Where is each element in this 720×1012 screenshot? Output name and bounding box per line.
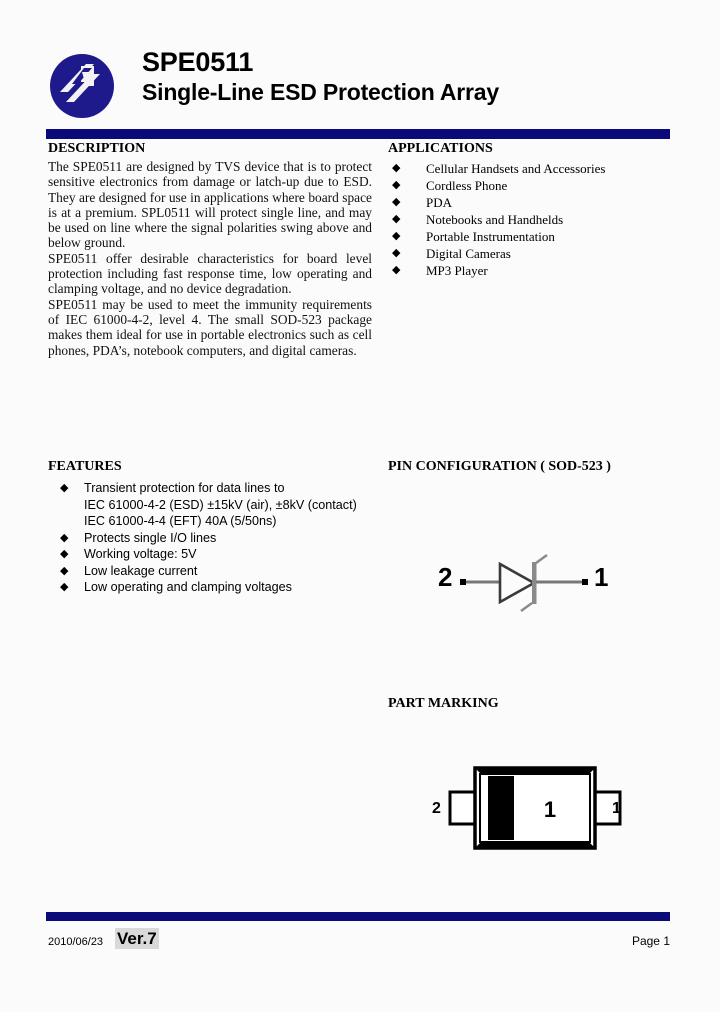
list-item-label: IEC 61000-4-2 (ESD) ±15kV (air), ±8kV (contact) — [84, 497, 357, 512]
list-item — [48, 480, 378, 530]
list-item — [388, 245, 670, 262]
pin-configuration-section — [388, 459, 670, 475]
page-title-product: Single-Line ESD Protection Array — [142, 79, 499, 105]
features-section — [48, 459, 378, 596]
list-item-label: PDA — [426, 195, 453, 210]
part-marking-diagram — [420, 756, 650, 860]
list-item-label: Working voltage: 5V — [84, 547, 197, 561]
description-paragraph: SPE0511 offer desirable characteristics for board level protection including fast response time, low operating and clamping voltage, and no device degradation. — [48, 250, 372, 297]
diamond-bullet-icon: ◆ — [392, 179, 401, 191]
pin-configuration-heading: PIN CONFIGURATION ( SOD-523 ) — [388, 459, 611, 474]
list-item-label: Cellular Handsets and Accessories — [426, 161, 606, 176]
applications-section — [388, 141, 670, 279]
diamond-bullet-icon: ◆ — [60, 531, 69, 544]
applications-list — [388, 160, 670, 279]
list-item — [388, 228, 670, 245]
description-body — [48, 159, 372, 358]
part-marking-heading: PART MARKING — [388, 696, 499, 711]
description-heading: DESCRIPTION — [48, 141, 146, 156]
list-item — [48, 530, 378, 547]
list-item-label: IEC 61000-4-4 (EFT) 40A (5/50ns) — [84, 514, 277, 528]
list-item — [388, 262, 670, 279]
list-item — [388, 177, 670, 194]
page-title-part-number: SPE0511 — [142, 47, 254, 77]
diamond-bullet-icon: ◆ — [60, 482, 69, 494]
diamond-bullet-icon: ◆ — [392, 264, 401, 276]
list-item-label: Protects single I/O lines — [84, 530, 217, 545]
footer-version-badge: Ver.7 — [117, 929, 157, 948]
applications-heading: APPLICATIONS — [388, 141, 493, 156]
list-item-label: MP3 Player — [426, 263, 488, 278]
diamond-bullet-icon: ◆ — [392, 213, 401, 225]
page-header — [46, 46, 670, 122]
footer-divider-rule — [46, 912, 670, 921]
footer-page-number: Page 1 — [631, 934, 670, 948]
package-pin-label-left: 2 — [432, 800, 441, 817]
header-divider-rule — [46, 129, 670, 139]
package-pin-label-right: 1 — [612, 800, 621, 817]
title-block — [142, 46, 662, 106]
list-item — [388, 194, 670, 211]
footer-date: 2010/06/23 — [48, 936, 104, 948]
diamond-bullet-icon: ◆ — [392, 230, 401, 242]
diamond-bullet-icon: ◆ — [60, 564, 69, 577]
part-marking-section — [388, 696, 670, 712]
list-item-label: Transient protection for data lines to — [84, 481, 285, 495]
list-item-label: Low operating and clamping voltages — [84, 580, 292, 594]
description-section — [48, 141, 372, 358]
pin-configuration-diagram — [388, 552, 670, 614]
diamond-bullet-icon: ◆ — [392, 162, 401, 174]
diamond-bullet-icon: ◆ — [60, 548, 69, 560]
list-item-label: Portable Instrumentation — [426, 229, 555, 244]
diamond-bullet-icon: ◆ — [392, 196, 401, 208]
pin-label-left: 2 — [438, 562, 453, 592]
diamond-bullet-icon: ◆ — [392, 247, 401, 259]
features-heading: FEATURES — [48, 459, 122, 474]
diamond-bullet-icon: ◆ — [60, 581, 69, 593]
list-item — [48, 546, 378, 563]
description-paragraph: The SPE0511 are designed by TVS device that is to protect sensitive electronics from damage or latch-up due to ESD. They are designed for use in applications where board space is at a premium. SPL0511 will protect single line, and may be used on line where the signal polarities swing above and below ground. — [48, 159, 372, 251]
list-item-label: Low leakage current — [84, 563, 198, 578]
list-item — [48, 579, 378, 596]
package-marking-text: 1 — [543, 797, 557, 822]
spe-circle-logo-icon — [48, 52, 116, 120]
description-paragraph: SPE0511 may be used to meet the immunity requirements of IEC 61000-4-2, level 4. The small SOD-523 package makes them ideal for use in portable electronics such as cell phones, PDA’s, notebook computers, and digital cameras. — [48, 296, 372, 358]
pin-label-right: 1 — [594, 562, 609, 592]
list-item — [388, 160, 670, 177]
list-item-label: Digital Cameras — [426, 246, 511, 261]
list-item-label: Cordless Phone — [426, 178, 508, 193]
list-item — [48, 563, 378, 580]
zener-diode-symbol-icon — [388, 552, 670, 614]
features-list — [48, 480, 378, 596]
list-item — [388, 211, 670, 228]
list-item-label: Notebooks and Handhelds — [426, 212, 564, 227]
